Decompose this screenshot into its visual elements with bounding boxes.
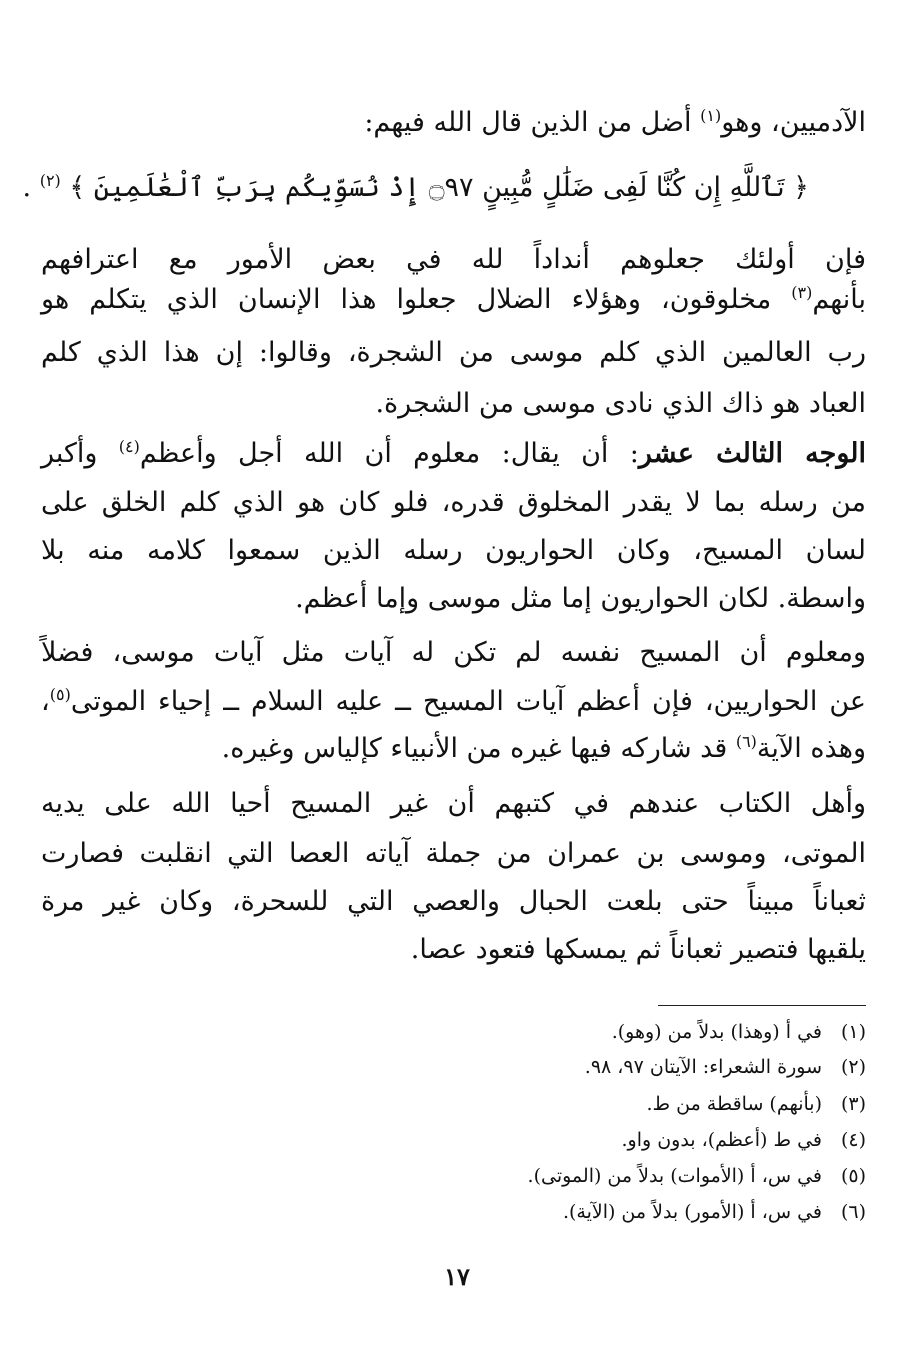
paragraph-3-line-3	[41, 729, 866, 769]
footnote-number: (٣)	[840, 1093, 866, 1115]
intro-line	[364, 103, 866, 143]
footnote-number: (٢)	[840, 1056, 866, 1078]
p3-text-d: قد شاركه فيها غيره من الأنبياء كإلياس وغيره.	[221, 733, 736, 764]
footnote-3	[646, 1090, 866, 1118]
paragraph-1-line-3: رب العالمين الذي كلم موسى من الشجرة، وقالوا: إن هذا الذي كلم	[41, 337, 866, 368]
footnote-number: (٦)	[840, 1201, 866, 1223]
paragraph-4-line-3: ثعباناً مبيناً حتى بلعت الحبال والعصي التي للسحرة، وكان غير مرة	[41, 886, 866, 917]
paragraph-3-line-2	[41, 682, 866, 722]
footnote-number: (١)	[840, 1021, 866, 1043]
paragraph-2-line-2: من رسله بما لا يقدر المخلوق قدره، فلو كان هو الذي كلم الخلق على	[41, 487, 866, 518]
paragraph-4-line-2: الموتى، وموسى بن عمران من جملة آياته العصا التي انقلبت فصارت	[41, 838, 866, 869]
paragraph-1-line-2	[41, 280, 866, 320]
p2-text-a: : أن يقال: معلوم أن الله أجل وأعظم	[139, 438, 639, 469]
footnote-ref-4: (٤)	[118, 437, 140, 456]
intro-text-b: أضل من الذين قال الله فيهم:	[364, 107, 701, 138]
paragraph-4-line-1: وأهل الكتاب عندهم في كتبهم أن غير المسيح أحيا الله على يديه	[41, 788, 866, 819]
footnote-ref-1: (١)	[700, 106, 722, 125]
footnote-ref-2: (٢)	[39, 171, 61, 190]
paragraph-1-line-4: العباد هو ذاك الذي نادى موسى من الشجرة.	[375, 388, 866, 419]
page-number: ١٧	[444, 1262, 470, 1291]
p1-text-a: بأنهم	[812, 284, 866, 315]
paragraph-3-line-1: ومعلوم أن المسيح نفسه لم تكن له آيات مثل آيات موسى، فضلاً	[41, 637, 866, 668]
footnote-6	[563, 1198, 866, 1226]
verse-text: ﴿ تَٱللَّهِ إِن كُنَّا لَفِى ضَلَٰلٍ مُّبِينٍ ۝٩٧ إِذْ نُسَوِّيكُم بِرَبِّ ٱلْعَٰلَمِينَ ﴾	[69, 172, 809, 203]
paragraph-1-line-1: فإن أولئك جعلوهم أنداداً لله في بعض الأمور مع اعترافهم	[41, 244, 866, 275]
paragraph-4-line-4: يلقيها فتصير ثعباناً ثم يمسكها فتعود عصا.	[410, 934, 866, 965]
footnote-4	[621, 1126, 866, 1154]
footnote-text: في س، أ (الأمور) بدلاً من (الآية).	[562, 1201, 822, 1223]
paragraph-2-line-1	[41, 434, 866, 474]
footnote-text: في ط (أعظم)، بدون واو.	[621, 1129, 822, 1151]
footnote-ref-3: (٣)	[791, 283, 813, 302]
section-heading: الوجه الثالث عشر	[638, 438, 866, 469]
footnote-text: في س، أ (الأموات) بدلاً من (الموتى).	[527, 1165, 822, 1187]
p1-text-b: مخلوقون، وهؤلاء الضلال جعلوا هذا الإنسان الذي يتكلم هو	[41, 284, 792, 315]
p3-text-c: وهذه الآية	[756, 733, 866, 764]
footnote-ref-6: (٦)	[735, 732, 757, 751]
footnote-divider	[658, 1005, 866, 1006]
p3-text-b: ،	[41, 686, 50, 717]
verse-end: .	[22, 172, 40, 203]
quran-verse	[23, 168, 809, 208]
p3-text-a: عن الحواريين، فإن أعظم آيات المسيح ــ عليه السلام ــ إحياء الموتى	[70, 686, 866, 717]
intro-text-a: الآدميين، وهو	[721, 107, 866, 138]
footnote-5	[528, 1162, 866, 1190]
paragraph-2-line-4: واسطة. لكان الحواريون إما مثل موسى وإما أعظم.	[295, 583, 866, 614]
footnote-text: سورة الشعراء: الآيتان ٩٧، ٩٨.	[584, 1056, 822, 1078]
footnote-number: (٤)	[840, 1129, 866, 1151]
footnote-text: في أ (وهذا) بدلاً من (وهو).	[611, 1021, 822, 1043]
p2-text-b: وأكبر	[41, 438, 119, 469]
paragraph-2-line-3: لسان المسيح، وكان الحواريون رسله الذين سمعوا كلامه منه بلا	[41, 535, 866, 566]
footnote-2	[585, 1053, 866, 1081]
footnote-text: (بأنهم) ساقطة من ط.	[646, 1093, 822, 1115]
footnote-number: (٥)	[840, 1165, 866, 1187]
footnote-1	[612, 1018, 866, 1046]
footnote-ref-5: (٥)	[49, 685, 71, 704]
